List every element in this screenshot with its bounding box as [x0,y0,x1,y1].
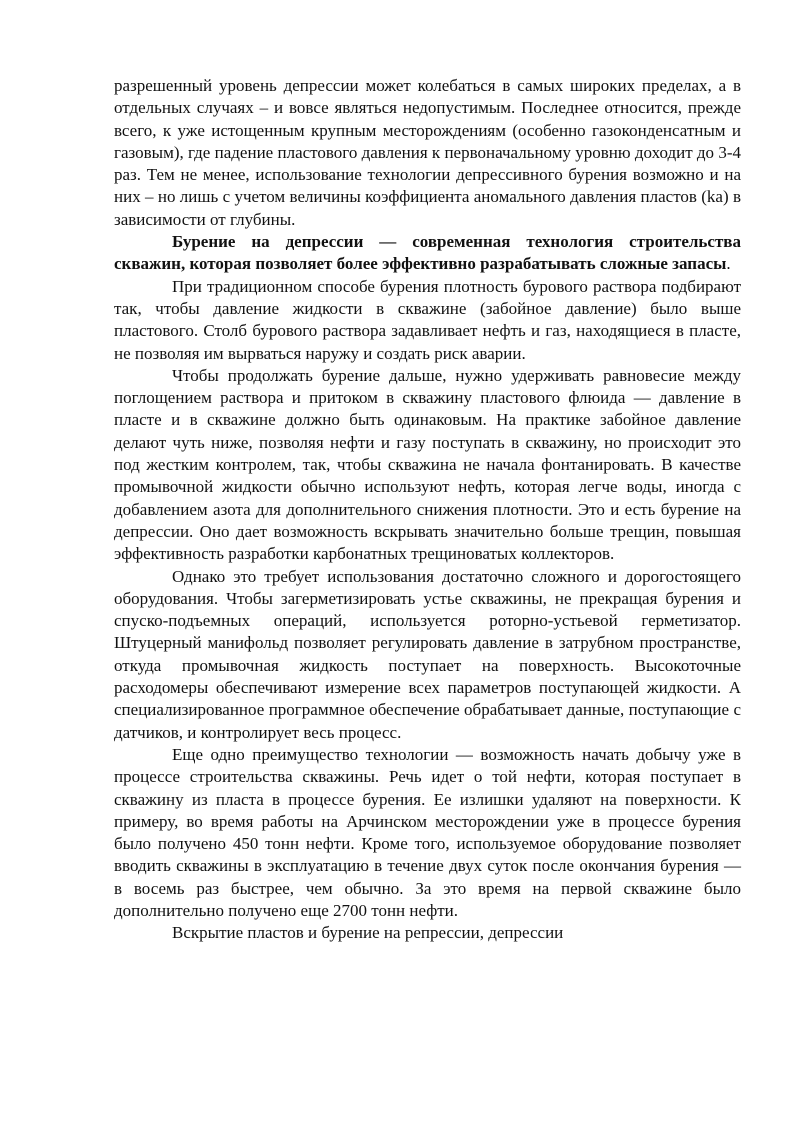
bold-statement-text: Бурение на депрессии — современная технология строительства скважин, которая позволяет более эффективно разрабатывать сложные запасы [114,232,741,274]
paragraph-traditional-drilling: При традиционном способе бурения плотность бурового раствора подбирают так, чтобы давление жидкости в скважине (забойное давление) было выше пластового. Столб бурового раствора задавливает нефть и газ, находящиеся в пласте, не позволяя им вырваться наружу и создать риск аварии. [114,276,741,363]
paragraph-bold-statement [114,231,741,276]
paragraph-advantage: Еще одно преимущество технологии — возможность начать добычу уже в процессе строительства скважины. Речь идет о той нефти, которая поступает в скважину из пласта в процессе бурения. Ее излишки удаляют на поверхности. К примеру, во время работы на Арчинском месторождении уже в процессе бурения было получено 450 тонн нефти. Кроме того, используемое оборудование позволяет вводить скважины в эксплуатацию в течение двух суток после окончания бурения — в восемь раз быстрее, чем обычно. За это время на первой скважине было дополнительно получено еще 2700 тонн нефти. [114,744,741,920]
bold-statement-period: . [726,254,731,274]
document-page [114,75,741,945]
paragraph-section-title: Вскрытие пластов и бурение на репрессии, депрессии [172,923,564,943]
paragraph-continuation: разрешенный уровень депрессии может колебаться в самых широких пределах, а в отдельных случаях – и вовсе являться недопустимым. Последнее относится, прежде всего, к уже истощенным крупным месторождениям (особенно газоконденсатным и газовым), где падение пластового давления к первоначальному уровню доходит до 3-4 раз. Тем не менее, использование технологии депрессивного бурения возможно и на них – но лишь с учетом величины коэффициента аномального давления пластов (ka) в зависимости от глубины. [114,76,741,229]
paragraph-equipment: Однако это требует использования достаточно сложного и дорогостоящего оборудования. Чтобы загерметизировать устье скважины, не прекращая бурения и спуско-подъемных операций, используется роторно-устьевой герметизатор. Штуцерный манифольд позволяет регулировать давление в затрубном пространстве, откуда промывочная жидкость поступает на поверхность. Высокоточные расходомеры обеспечивают измерение всех параметров поступающей жидкости. А специализированное программное обеспечение обрабатывает данные, поступающие с датчиков, и контролирует весь процесс. [114,566,741,742]
paragraph-equilibrium: Чтобы продолжать бурение дальше, нужно удерживать равновесие между поглощением раствора и притоком в скважину пластового флюида — давление в пласте и в скважине должно быть одинаковым. На практике забойное давление делают чуть ниже, позволяя нефти и газу поступать в скважину, но происходит это под жестким контролем, так, чтобы скважина не начала фонтанировать. В качестве промывочной жидкости обычно используют нефть, которая легче воды, иногда с добавлением азота для дополнительного снижения плотности. Это и есть бурение на депрессии. Оно дает возможность вскрывать значительно больше трещин, повышая эффективность разработки карбонатных трещиноватых коллекторов. [114,365,741,564]
